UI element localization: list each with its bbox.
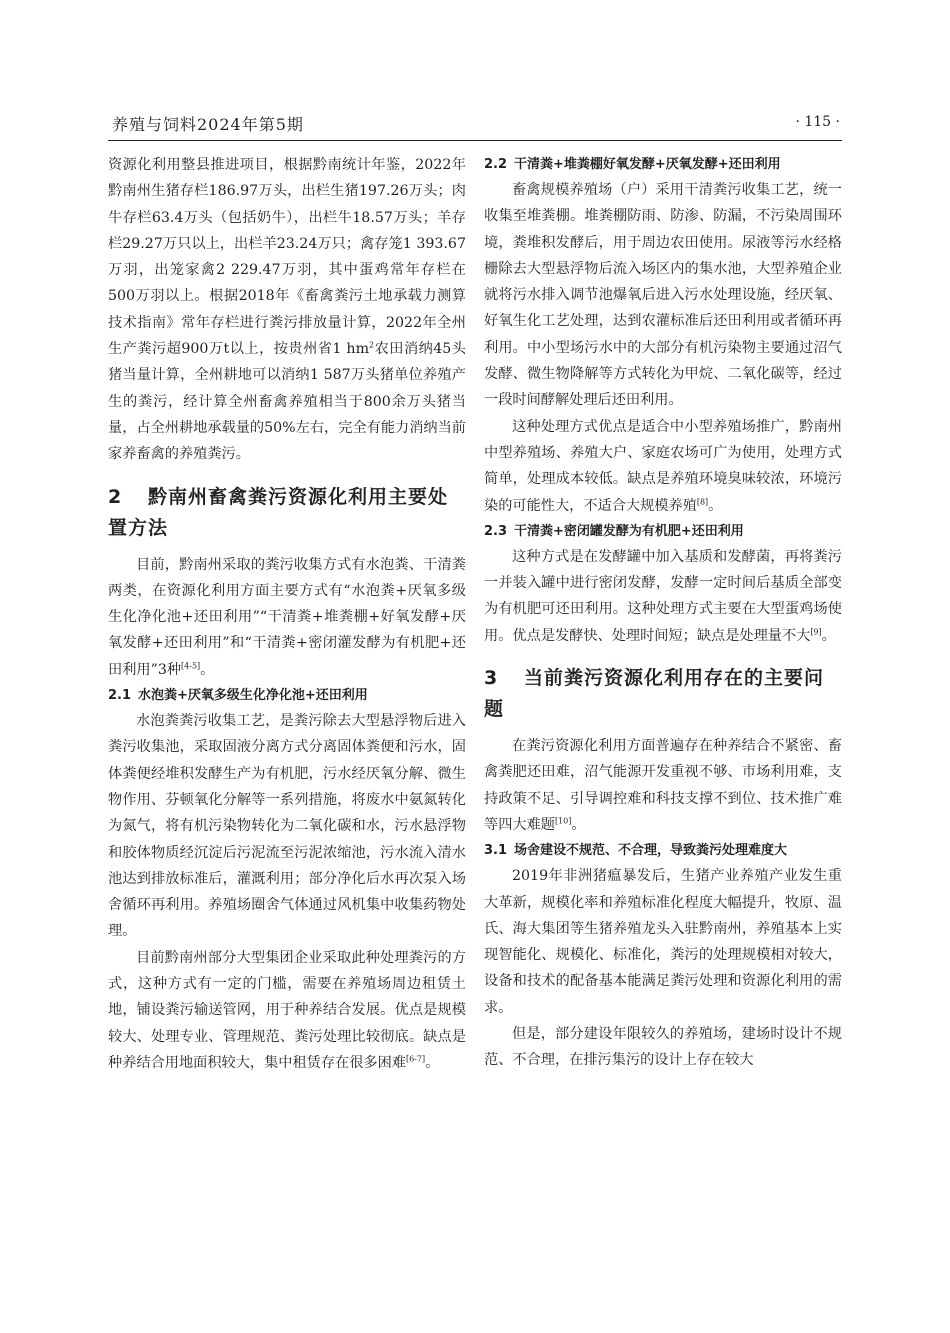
paragraph: 这种处理方式优点是适合中小型养殖场推广，黔南州中型养殖场、养殖大户、家庭农场可广为使用，处理方式简单，处理成本较低。缺点是养殖环境臭味较浓，环境污染的可能性大，不适合大规模养殖[8]。: [484, 418, 842, 514]
running-header: [112, 112, 840, 140]
left-column: [108, 152, 466, 1076]
page-number: · 115 ·: [795, 114, 840, 130]
section-2-heading: 2 黔南州畜禽粪污资源化利用主要处置方法: [108, 485, 449, 539]
paragraph: 畜禽规模养殖场（户）采用干清粪污收集工艺，统一收集至堆粪棚。堆粪棚防雨、防渗、防漏，不污染周围环境，粪堆积发酵后，用于周边农田使用。尿液等污水经格栅除去大型悬浮物后流入场区内的集水池，大型养殖企业就将污水排入调节池爆氧后进入污水处理设施，经厌氧、好氧生化工艺处理，达到农灌标准后还田利用或者循环再利用。中小型场污水中的大部分有机污染物主要通过沼气发酵、微生物降解等方式转化为甲烷、二氧化碳等，经过一段时间酵解处理后还田利用。: [484, 182, 842, 409]
header-rule: [108, 140, 842, 141]
section-2-3-heading: 2.3 干清粪+密闭罐发酵为有机肥+还田利用: [484, 523, 744, 539]
paragraph: 资源化利用整县推进项目，根据黔南统计年鉴，2022年黔南州生猪存栏186.97万头，出栏生猪197.26万头；肉牛存栏63.4万头（包括奶牛），出栏牛18.57万头；羊存栏29.27万只以上，出栏羊23.24万只；禽存笼1 393.67万羽，出笼家禽2 229.47万羽，其中蛋鸡常年存栏在500万羽以上。根据2018年《畜禽粪污土地承载力测算技术指南》常年存栏进行粪污排放量计算，2022年全州生产粪污超900万t以上，按贵州省1 $hm^2$农田消纳45头猪当量计算，全州耕地可以消纳1 587万头猪单位养殖产生的粪污，经计算全州畜禽养殖相当于800余万头猪当量，占全州耕地承载量的50%左右，完全有能力消纳当前家养畜禽的养殖粪污。: [108, 157, 466, 463]
section-3-heading: 3 当前粪污资源化利用存在的主要问题: [484, 667, 825, 721]
section-2-1-heading: 2.1 水泡粪+厌氧多级生化净化池+还田利用: [108, 688, 368, 704]
journal-title: 养殖与饲料2024年第5期: [112, 115, 304, 134]
paragraph: 这种方式是在发酵罐中加入基质和发酵菌，再将粪污一并装入罐中进行密闭发酵，发酵一定时间后基质全部变为有机肥可还田利用。这种处理方式主要在大型蛋鸡场使用。优点是发酵快、处理时间短；缺点是处理量不大[9]。: [484, 548, 842, 644]
paragraph: 目前黔南州部分大型集团企业采取此种处理粪污的方式，这种方式有一定的门槛，需要在养殖场周边租赁土地，铺设粪污输送管网，用于种养结合发展。优点是规模较大、处理专业、管理规范、粪污处理比较彻底。缺点是种养结合用地面积较大，集中租赁存在很多困难[6-7]。: [108, 949, 466, 1071]
paragraph: 目前，黔南州采取的粪污收集方式有水泡粪、干清粪两类，在资源化利用方面主要方式有“水泡粪+厌氧多级生化净化池+还田利用”“干清粪+堆粪棚+好氧发酵+厌氧发酵+还田利用”和“干清粪+密闭灌发酵为有机肥+还田利用”3种[4-5]。: [108, 556, 466, 678]
paragraph: 水泡粪粪污收集工艺，是粪污除去大型悬浮物后进入粪污收集池，采取固液分离方式分离固体粪便和污水，固体粪便经堆积发酵生产为有机肥，污水经厌氧分解、微生物作用、芬顿氧化分解等一系列措施，将废水中氨氮转化为氮气，将有机污染物转化为二氧化碳和水，污水悬浮物和胶体物质经沉淀后污泥流至污泥浓缩池，污水流入清水池达到排放标准后，灌溉利用；部分净化后水再次泵入场舍循环再利用。养殖场圈舍气体通过风机集中收集药物处理。: [108, 713, 466, 940]
right-column: [484, 152, 842, 1074]
paragraph: 在粪污资源化利用方面普遍存在种养结合不紧密、畜禽粪肥还田难，沼气能源开发重视不够、市场利用难，支持政策不足、引导调控难和科技支撑不到位、技术推广难等四大难题[10]。: [484, 738, 842, 833]
section-2-2-heading: 2.2 干清粪+堆粪棚好氧发酵+厌氧发酵+还田利用: [484, 157, 781, 172]
section-3-1-heading: 3.1 场舍建设不规范、不合理，导致粪污处理难度大: [484, 843, 788, 859]
paragraph: 但是，部分建设年限较久的养殖场，建场时设计不规范、不合理，在排污集污的设计上存在较大: [484, 1026, 842, 1069]
paragraph: 2019年非洲猪瘟暴发后，生猪产业养殖产业发生重大革新，规模化率和养殖标准化程度大幅提升，牧原、温氏、海大集团等生猪养殖龙头入驻黔南州，养殖基本上实现智能化、规模化、标准化，粪污的处理规模相对较大，设备和技术的配备基本能满足粪污处理和资源化利用的需求。: [484, 868, 842, 1016]
